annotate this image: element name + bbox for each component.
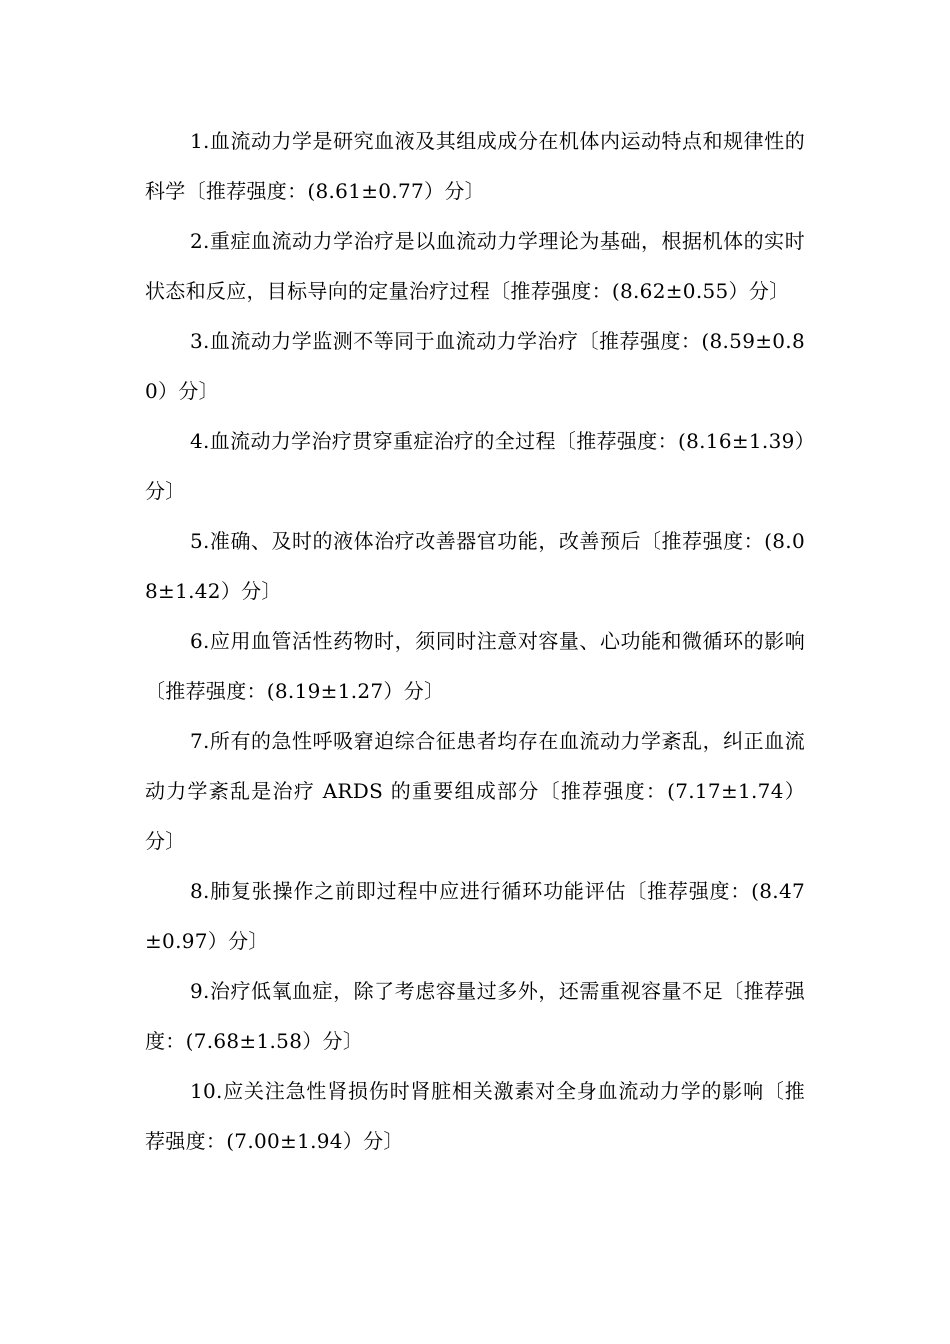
paragraph-2 bbox=[145, 216, 805, 316]
paragraph-text: 血流动力学监测不等同于血流动力学治疗〔推荐强度：(8.59±0.80）分〕 bbox=[145, 329, 805, 403]
paragraph-number: 10. bbox=[190, 1079, 223, 1103]
paragraph-3 bbox=[145, 316, 805, 416]
paragraph-number: 5. bbox=[190, 529, 210, 553]
paragraph-number: 8. bbox=[190, 879, 210, 903]
paragraph-9 bbox=[145, 966, 805, 1066]
paragraph-8 bbox=[145, 866, 805, 966]
paragraph-5 bbox=[145, 516, 805, 616]
paragraph-number: 2. bbox=[190, 229, 210, 253]
paragraph-number: 9. bbox=[190, 979, 210, 1003]
paragraph-text: 重症血流动力学治疗是以血流动力学理论为基础，根据机体的实时状态和反应，目标导向的定量治疗过程〔推荐强度：(8.62±0.55）分〕 bbox=[145, 229, 805, 303]
document-body bbox=[145, 116, 805, 1166]
paragraph-number: 7. bbox=[190, 729, 210, 753]
paragraph-number: 6. bbox=[190, 629, 210, 653]
paragraph-text: 血流动力学治疗贯穿重症治疗的全过程〔推荐强度：(8.16±1.39）分〕 bbox=[145, 429, 805, 503]
paragraph-text: 准确、及时的液体治疗改善器官功能，改善预后〔推荐强度：(8.08±1.42）分〕 bbox=[145, 529, 805, 603]
paragraph-number: 1. bbox=[190, 129, 210, 153]
paragraph-text: 所有的急性呼吸窘迫综合征患者均存在血流动力学紊乱，纠正血流动力学紊乱是治疗 ARDS 的重要组成部分〔推荐强度：(7.17±1.74）分〕 bbox=[145, 729, 805, 853]
paragraph-number: 3. bbox=[190, 329, 210, 353]
paragraph-text: 应用血管活性药物时，须同时注意对容量、心功能和微循环的影响〔推荐强度：(8.19±1.27）分〕 bbox=[145, 629, 805, 703]
paragraph-text: 应关注急性肾损伤时肾脏相关激素对全身血流动力学的影响〔推荐强度：(7.00±1.94）分〕 bbox=[145, 1079, 805, 1153]
paragraph-7 bbox=[145, 716, 805, 866]
paragraph-10 bbox=[145, 1066, 805, 1166]
paragraph-1 bbox=[145, 116, 805, 216]
paragraph-text: 治疗低氧血症，除了考虑容量过多外，还需重视容量不足〔推荐强度：(7.68±1.58）分〕 bbox=[145, 979, 805, 1053]
paragraph-6 bbox=[145, 616, 805, 716]
paragraph-4 bbox=[145, 416, 805, 516]
paragraph-text: 血流动力学是研究血液及其组成成分在机体内运动特点和规律性的科学〔推荐强度：(8.61±0.77）分〕 bbox=[145, 129, 805, 203]
paragraph-number: 4. bbox=[190, 429, 210, 453]
paragraph-text: 肺复张操作之前即过程中应进行循环功能评估〔推荐强度：(8.47±0.97）分〕 bbox=[145, 879, 805, 953]
